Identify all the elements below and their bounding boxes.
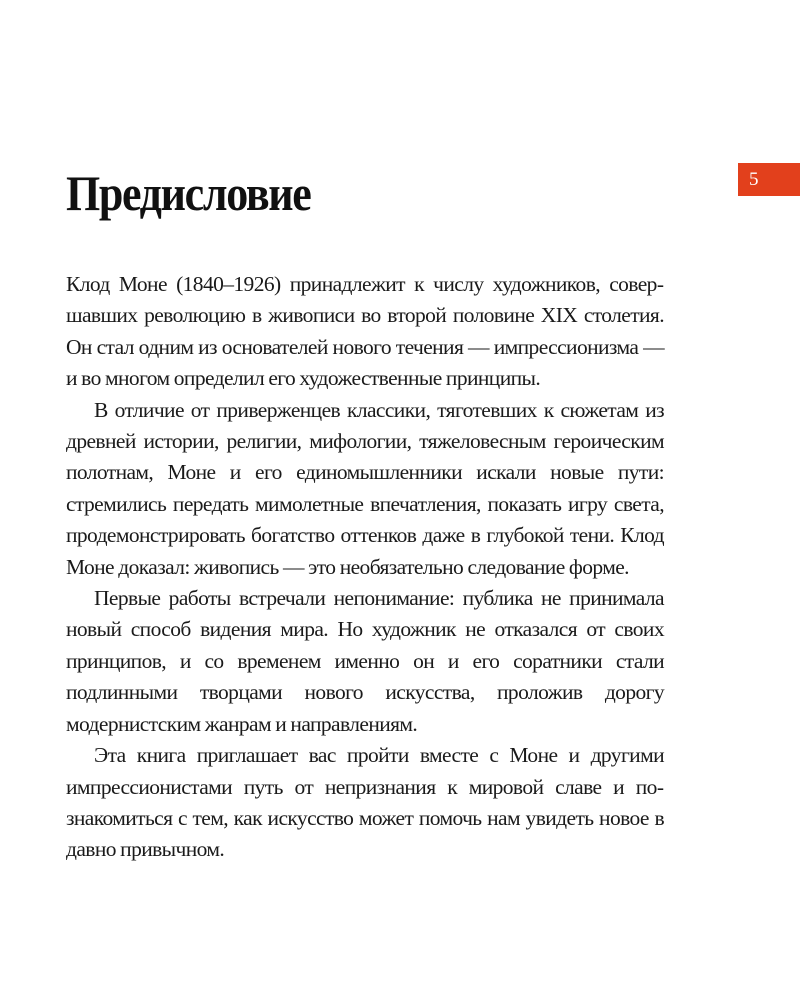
paragraph-4: Эта книга приглашает вас пройти вместе с Моне и другими импрессионистами путь от непризнания к мировой славе и познакомиться с тем, как искусство может помочь нам увидеть новое в давно привычном. — [66, 743, 664, 862]
paragraph-2: В отличие от приверженцев классики, тяготевших к сюжетам из древней истории, религии, мифологии, тяжеловесным героическим полотнам, Моне и его единомышленники искали новые пути: стремились передать мимолетные впечатления, показать игру света, продемонстрировать богатство оттенков даже в глубокой тени. Клод Моне доказал: живопись — это необязательно следование форме. — [66, 397, 664, 579]
page-number: 5 — [749, 169, 759, 190]
page-number-badge — [738, 163, 800, 196]
chapter-title: Предисловие — [66, 165, 311, 221]
paragraph-1: Клод Моне (1840–1926) принадлежит к числу художников, совершавших революцию в живописи во второй половине XIX столетия. Он стал одним из основателей нового течения — импрессионизма — и во многом определил его художественные принципы. — [66, 272, 664, 391]
paragraph-3: Первые работы встречали непонимание: публика не принимала новый способ видения мира. Но художник не отказался от своих принципов, и со временем именно он и его соратники стали подлинными творцами нового искусства, проложив дорогу модернистским жанрам и направлениям. — [66, 586, 664, 736]
body-text — [66, 269, 664, 866]
